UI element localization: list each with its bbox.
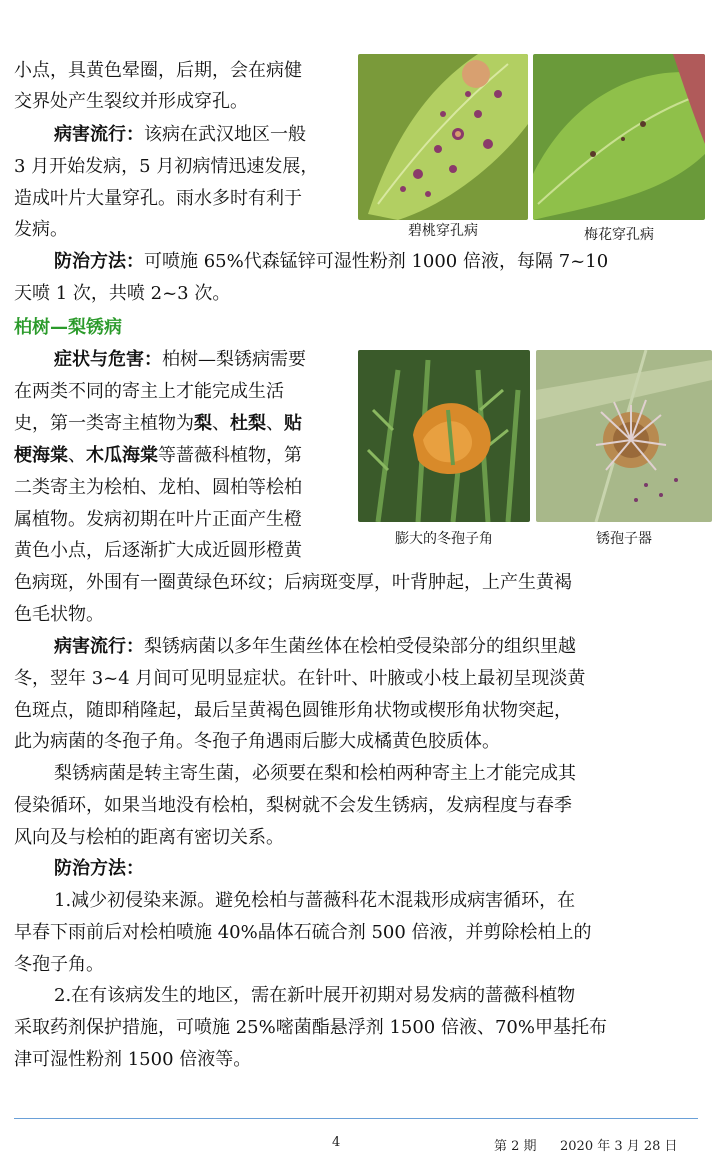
text-line: 发病。: [14, 219, 68, 240]
text-line: 冬孢子角。: [14, 954, 104, 975]
plum-shot-hole-photo: [533, 54, 705, 220]
label-disease-epidemic-2: 病害流行：: [54, 636, 144, 657]
page-number: 4: [332, 1135, 341, 1150]
text-line: 色毛状物。: [14, 604, 104, 625]
text-line: 黄色小点，后逐渐扩大成近圆形橙黄: [14, 540, 302, 561]
text-line: 病害流行：该病在武汉地区一般: [54, 124, 306, 145]
text-line: 风向及与桧柏的距离有密切关系。: [14, 827, 284, 848]
text-line: 2.在有该病发生的地区，需在新叶展开初期对易发病的蔷薇科植物: [54, 985, 576, 1006]
label-control-method-2: 防治方法：: [54, 858, 144, 879]
text-line: 津可湿性粉剂 1500 倍液等。: [14, 1049, 252, 1070]
caption-plum: 梅花穿孔病: [584, 227, 654, 243]
text-line: 此为病菌的冬孢子角。冬孢子角遇雨后膨大成橘黄色胶质体。: [14, 731, 500, 752]
text-line: 症状与危害：柏树—梨锈病需要: [54, 349, 306, 370]
text-line: 色斑点，随即稍隆起，最后呈黄褐色圆锥形角状物或楔形角状物突起，: [14, 700, 572, 721]
text-line: 史，第一类寄主植物为梨、杜梨、贴: [14, 413, 302, 434]
issue-date: 2020 年 3 月 28 日: [560, 1139, 678, 1154]
telial-horn-photo: [358, 350, 530, 522]
text-line: 造成叶片大量穿孔。雨水多时有利于: [14, 188, 302, 209]
text-line: 属植物。发病初期在叶片正面产生橙: [14, 509, 302, 530]
text-line: 病害流行：梨锈病菌以多年生菌丝体在桧柏受侵染部分的组织里越: [54, 636, 576, 657]
label-disease-epidemic: 病害流行：: [54, 124, 144, 145]
text-line: 二类寄主为桧柏、龙柏、圆柏等桧柏: [14, 477, 302, 498]
label-symptoms: 症状与危害：: [54, 349, 162, 370]
text-line: 早春下雨前后对桧柏喷施 40%晶体石硫合剂 500 倍液，并剪除桧柏上的: [14, 922, 592, 943]
aecium-photo: [536, 350, 712, 522]
text-line: 在两类不同的寄主上才能完成生活: [14, 381, 284, 402]
text-line: 冬，翌年 3~4 月间可见明显症状。在针叶、叶腋或小枝上最初呈现淡黄: [14, 668, 586, 689]
issue-number: 第 2 期: [494, 1139, 537, 1154]
text-line: 色病斑，外围有一圈黄绿色环纹；后病斑变厚，叶背肿起，上产生黄褐: [14, 572, 572, 593]
caption-aecium: 锈孢子器: [596, 531, 652, 547]
text-line: 小点，具黄色晕圈，后期，会在病健: [14, 60, 302, 81]
text-line: 梗海棠、木瓜海棠等蔷薇科植物，第: [14, 445, 302, 466]
text-line: 交界处产生裂纹并形成穿孔。: [14, 91, 248, 112]
caption-peach: 碧桃穿孔病: [408, 223, 478, 239]
text-line: 采取药剂保护措施，可喷施 25%嘧菌酯悬浮剂 1500 倍液、70%甲基托布: [14, 1017, 607, 1038]
footer-divider: [14, 1118, 698, 1119]
text-line: 天喷 1 次，共喷 2~3 次。: [14, 283, 231, 304]
caption-telial-horn: 膨大的冬孢子角: [395, 531, 493, 547]
text-line: 侵染循环，如果当地没有桧柏，梨树就不会发生锈病，发病程度与春季: [14, 795, 572, 816]
text-line: 防治方法：可喷施 65%代森锰锌可湿性粉剂 1000 倍液，每隔 7~10: [54, 251, 609, 272]
text-line: 1.减少初侵染来源。避免桧柏与蔷薇科花木混栽形成病害循环，在: [54, 890, 576, 911]
section-title: 柏树—梨锈病: [14, 317, 122, 338]
peach-shot-hole-photo: [358, 54, 528, 220]
label-control-method: 防治方法：: [54, 251, 144, 272]
text-line: 3 月开始发病，5 月初病情迅速发展，: [14, 156, 319, 177]
text-line: 梨锈病菌是转主寄生菌，必须要在梨和桧柏两种寄主上才能完成其: [54, 763, 576, 784]
